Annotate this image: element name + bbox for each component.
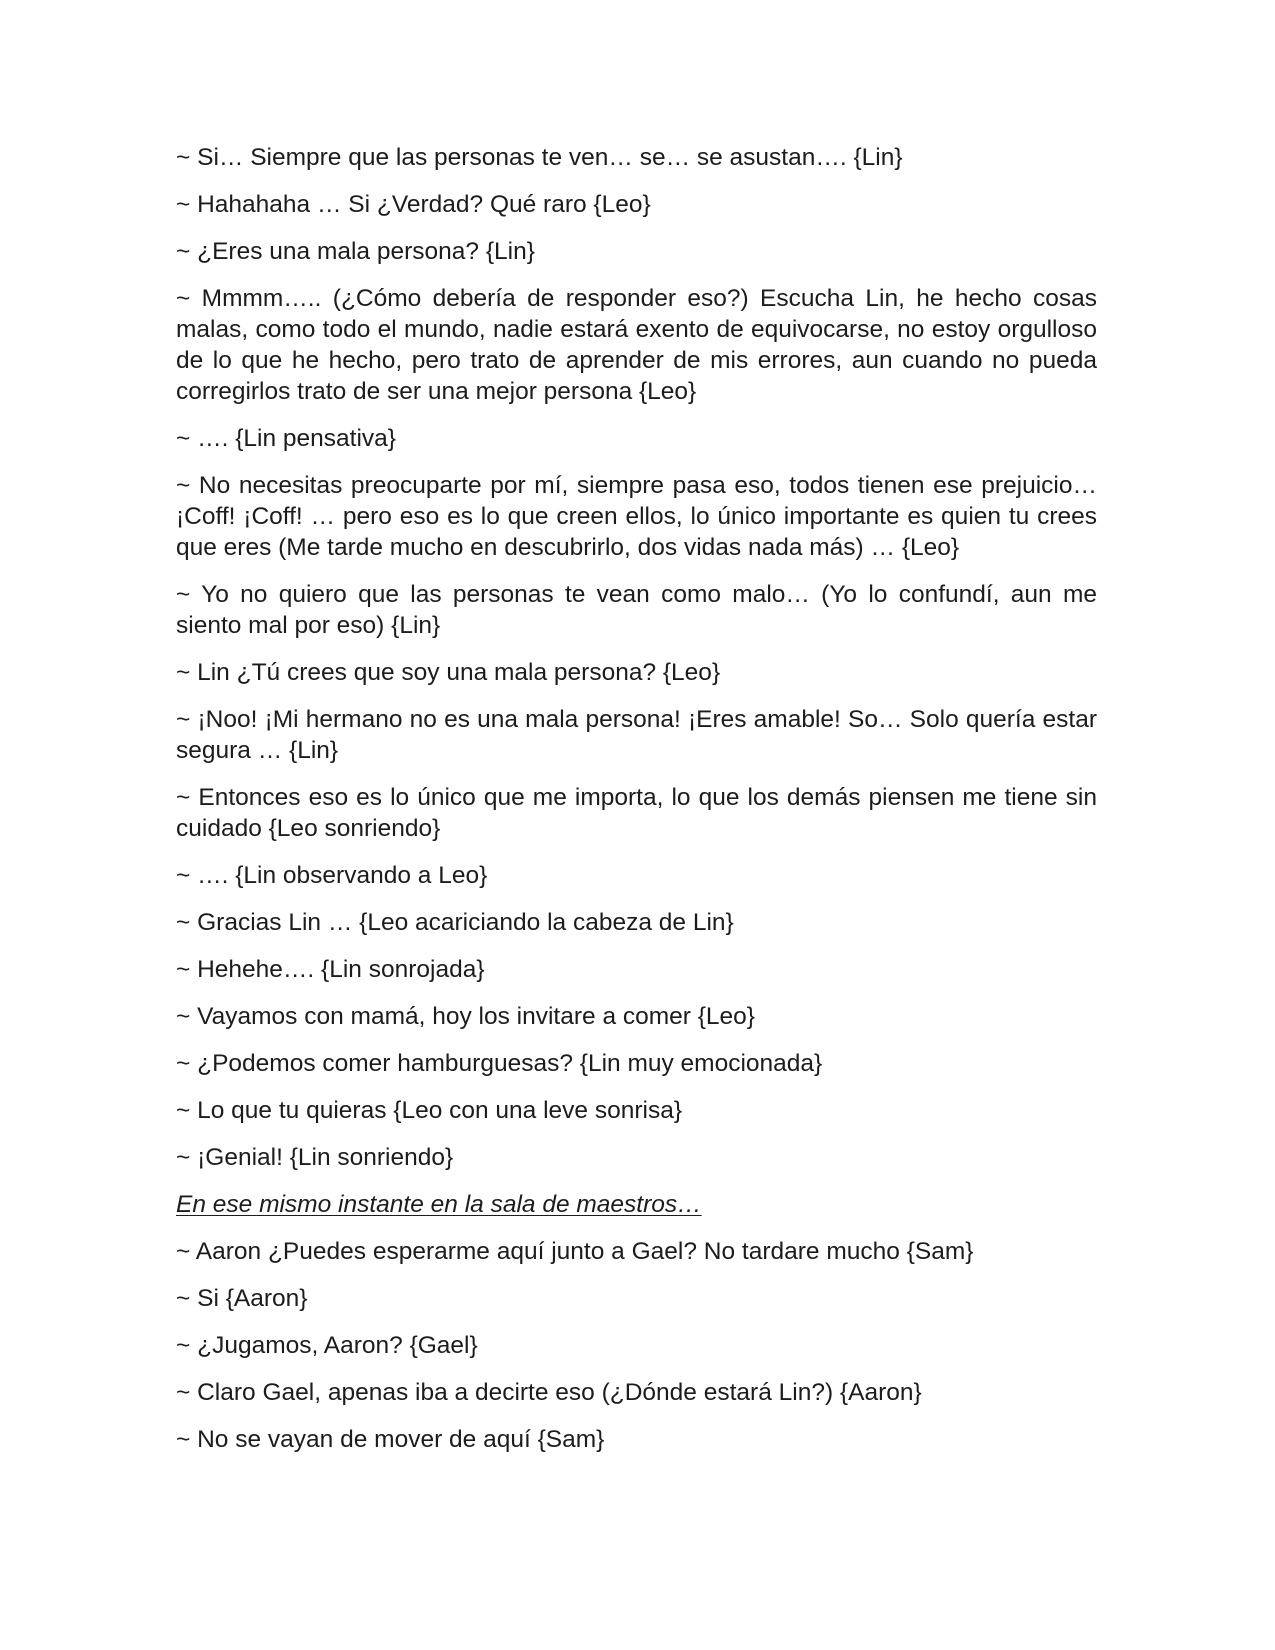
dialogue-line: ~ Hahahaha … Si ¿Verdad? Qué raro {Leo}: [176, 191, 651, 218]
dialogue-line: ~ …. {Lin observando a Leo}: [176, 862, 488, 889]
dialogue-line: ~ Mmmm….. (¿Cómo debería de responder eso?) Escucha Lin, he hecho cosas malas, como todo el mundo, nadie estará exento de equivocarse, no estoy orgulloso de lo que he hecho, pero trato de aprender de mis errores, aun cuando no pueda corregirlos trato de ser una mejor persona {Leo}: [176, 285, 1097, 405]
scene-heading: En ese mismo instante en la sala de maestros…: [176, 1191, 702, 1218]
dialogue-line: ~ No necesitas preocuparte por mí, siempre pasa eso, todos tienen ese prejuicio… ¡Coff! ¡Coff! … pero eso es lo que creen ellos, lo único importante es quien tu crees que eres (Me tarde mucho en descubrirlo, dos vidas nada más) … {Leo}: [176, 472, 1097, 561]
dialogue-line: ~ …. {Lin pensativa}: [176, 425, 396, 452]
dialogue-line: ~ Gracias Lin … {Leo acariciando la cabeza de Lin}: [176, 909, 734, 936]
dialogue-line: ~ Claro Gael, apenas iba a decirte eso (¿Dónde estará Lin?) {Aaron}: [176, 1379, 922, 1406]
dialogue-line: ~ Lo que tu quieras {Leo con una leve sonrisa}: [176, 1097, 683, 1124]
dialogue-line: ~ Entonces eso es lo único que me importa, lo que los demás piensen me tiene sin cuidado {Leo sonriendo}: [176, 784, 1097, 842]
dialogue-line: ~ ¡Noo! ¡Mi hermano no es una mala persona! ¡Eres amable! So… Solo quería estar segura … {Lin}: [176, 706, 1097, 764]
dialogue-line: ~ Si… Siempre que las personas te ven… se… se asustan…. {Lin}: [176, 144, 903, 171]
dialogue-line: ~ ¿Jugamos, Aaron? {Gael}: [176, 1332, 478, 1359]
dialogue-line: ~ ¿Podemos comer hamburguesas? {Lin muy emocionada}: [176, 1050, 823, 1077]
dialogue-line: ~ Yo no quiero que las personas te vean como malo… (Yo lo confundí, aun me siento mal por eso) {Lin}: [176, 581, 1097, 639]
dialogue-line: ~ Hehehe…. {Lin sonrojada}: [176, 956, 485, 983]
dialogue-line: ~ Si {Aaron}: [176, 1285, 308, 1312]
dialogue-line: ~ Aaron ¿Puedes esperarme aquí junto a Gael? No tardare mucho {Sam}: [176, 1238, 974, 1265]
document-body: [176, 142, 1097, 1471]
dialogue-line: ~ ¡Genial! {Lin sonriendo}: [176, 1144, 454, 1171]
dialogue-line: ~ No se vayan de mover de aquí {Sam}: [176, 1426, 605, 1453]
dialogue-line: ~ Vayamos con mamá, hoy los invitare a comer {Leo}: [176, 1003, 755, 1030]
dialogue-line: ~ Lin ¿Tú crees que soy una mala persona? {Leo}: [176, 659, 721, 686]
dialogue-line: ~ ¿Eres una mala persona? {Lin}: [176, 238, 535, 265]
